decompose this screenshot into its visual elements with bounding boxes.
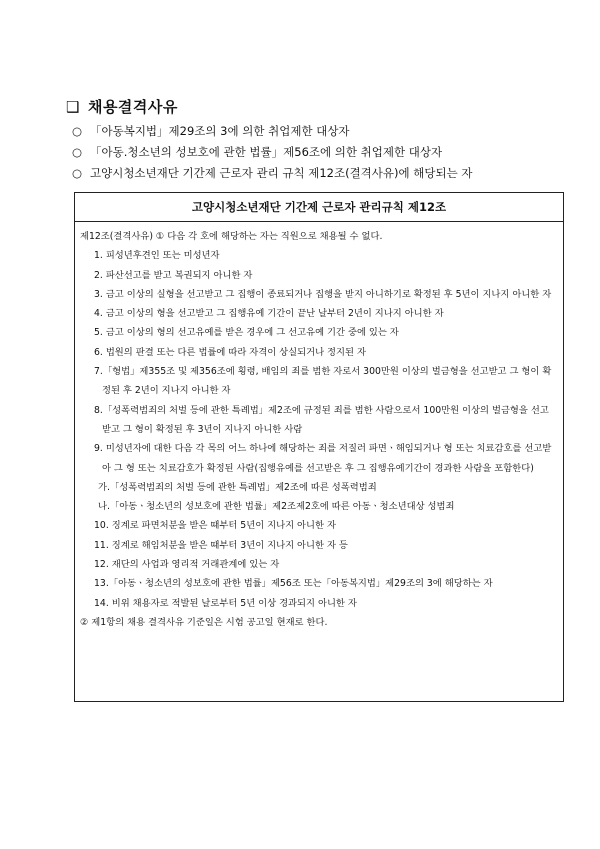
regulation-item: 10. 징계로 파면처분을 받은 때부터 5년이 지나지 아니한 자	[94, 520, 336, 532]
regulation-item: 9. 미성년자에 대한 다음 각 목의 어느 하나에 해당하는 죄를 저질러 파면ㆍ해임되거나 형 또는 치료감호를 선고받아 그 형 또는 치료감호가 확정된 사람(집행유예를 선고받은 후 그 집행유예기간이 경과한 사람을 포함한다)	[94, 443, 552, 474]
regulation-item: 4. 금고 이상의 형을 선고받고 그 집행유예 기간이 끝난 날부터 2년이 지나지 아니한 자	[94, 308, 444, 320]
regulation-subitem: 가.「성폭력범죄의 처벌 등에 관한 특례법」제2조에 따른 성폭력범죄	[98, 481, 377, 493]
regulation-title: 고양시청소년재단 기간제 근로자 관리규칙 제12조	[75, 193, 563, 222]
circle-bullet-icon: ○	[72, 124, 83, 138]
bullet-text: 「아동.청소년의 성보호에 관한 법률」제56조에 의한 취업제한 대상자	[90, 145, 443, 159]
bullet-text: 「아동복지법」제29조의 3에 의한 취업제한 대상자	[90, 124, 350, 138]
regulation-item: 8.「성폭력범죄의 처벌 등에 관한 특례법」제2조에 규정된 죄를 범한 사람으로서 100만원 이상의 벌금형을 선고받고 그 형이 확정된 후 3년이 지나지 아니한 사람	[94, 404, 549, 435]
bullet-item	[72, 163, 472, 184]
bullet-item	[72, 142, 472, 163]
checkbox-icon: ❑	[66, 97, 80, 116]
regulation-subitem: 나.「아동ㆍ청소년의 성보호에 관한 법률」제2조제2호에 따른 아동ㆍ청소년대상 성범죄	[98, 501, 455, 513]
section-heading-text: 채용결격사유	[87, 98, 178, 116]
bullet-text: 고양시청소년재단 기간제 근로자 관리 규칙 제12조(결격사유)에 해당되는 자	[90, 166, 473, 180]
regulation-body	[75, 222, 563, 632]
regulation-item: 14. 비위 채용자로 적발된 날로부터 5년 이상 경과되지 아니한 자	[94, 597, 357, 609]
regulation-item: 6. 법원의 판결 또는 다른 법률에 따라 자격이 상실되거나 정지된 자	[94, 346, 366, 358]
regulation-item: 12. 재단의 사업과 영리적 거래관계에 있는 자	[94, 559, 280, 571]
regulation-item: 3. 금고 이상의 실형을 선고받고 그 집행이 종료되거나 집행을 받지 아니하기로 확정된 후 5년이 지나지 아니한 자	[94, 288, 552, 300]
bullet-list	[72, 121, 472, 184]
regulation-item: 2. 파산선고를 받고 복권되지 아니한 자	[94, 269, 253, 281]
regulation-item: 5. 금고 이상의 형의 선고유예를 받은 경우에 그 선고유예 기간 중에 있는 자	[94, 327, 399, 339]
circle-bullet-icon: ○	[72, 166, 83, 180]
circle-bullet-icon: ○	[72, 145, 83, 159]
regulation-box	[74, 192, 564, 702]
regulation-item: 13.「아동ㆍ청소년의 성보호에 관한 법률」제56조 또는「아동복지법」제29조의 3에 해당하는 자	[94, 578, 493, 590]
regulation-intro: 제12조(결격사유) ① 다음 각 호에 해당하는 자는 직원으로 채용될 수 없다.	[80, 231, 383, 242]
bullet-item	[72, 121, 472, 142]
regulation-item: 1. 피성년후견인 또는 미성년자	[94, 250, 220, 262]
regulation-closing: ② 제1항의 채용 결격사유 기준일은 시험 공고일 현재로 한다.	[80, 616, 328, 628]
regulation-item: 11. 징계로 해임처분을 받은 때부터 3년이 지나지 아니한 자 등	[94, 539, 348, 551]
regulation-item: 7.「형법」제355조 및 제356조에 횡령, 배임의 죄를 범한 자로서 300만원 이상의 벌금형을 선고받고 그 형이 확정된 후 2년이 지나지 아니한 자	[94, 366, 552, 397]
section-heading	[66, 96, 178, 117]
